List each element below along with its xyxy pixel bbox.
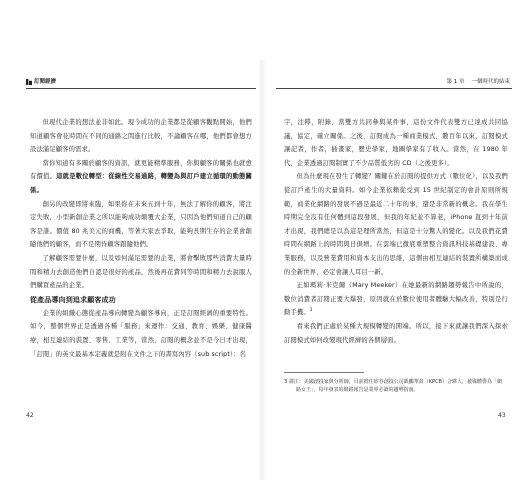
paragraph-text: 當你知道有多關於顧客的資訊，就更能精準服務，你與顧客的關係也就愈有價值。	[30, 159, 252, 181]
chapter-number: 第 1 章	[446, 79, 465, 85]
footnote-marker[interactable]: 3	[309, 307, 313, 313]
header-rule	[26, 88, 256, 89]
footnote-rule	[284, 372, 364, 373]
brand-logo-icon	[26, 79, 32, 85]
page-number: 42	[26, 412, 34, 419]
footnote-text: 3 譯注：美國創投家與分析師，目前擔任矽谷創投公司凱鵬華盈（KPCB）合夥人，被媒體譽為「網路女王」，每年發表的網路報告是業界必讀的趨勢指南。	[284, 379, 502, 393]
chapter-title: 一個時代的結束	[471, 79, 510, 85]
paragraph: 但為什麼現在發生了轉變？關鍵在於訂閱的提供方式（數位化），以及我們從訂戶產生的大量資料。如今企業依賴從受到 15 世紀制定的會計原則所規範，商業化網路的發展不過是最近二十年的事，還是非常新的概念。我在學生時期完全沒有任何體到這段發展，但我的年紀並不算老，iPhone 直到十年前才出現，我們總是以為這是理所當然，但這是十分驚人的變化。以及我們花費時間在網路上的時間與日俱增。在雲端已徹底重塑整合資訊科技基礎建設、專業服務，以及營業費用和資本支出的思維，這個由相互連結的裝置所構築而成的全新世界，必定會讓人耳目一新。	[284, 173, 508, 276]
paragraph: 創另的改變即將來臨，如果你在未來五到十年，無法了解你的顧客，將注定失敗，小型新創企業之所以能夠成功顛覆大企業，只因為他們知道自己的顧客是誰。價值 80 兆美元的商機，等著大家去爭取，能夠長期生存的企業會創隨他們的顧客，而不是期待顧客跟隨他們。	[30, 200, 252, 249]
footnote	[284, 378, 502, 394]
right-body	[284, 116, 508, 347]
left-body	[30, 116, 252, 361]
brand	[26, 76, 56, 88]
paragraph: 企業的組織心態從產品導向轉變為顧客導向，正是訂閱經濟的重要特性。如今，整個世界正是透過各種「服務」來運作：交通、教育、娛樂、健康醫療，相互連結的裝置、零售、工業等，當然，訂閱的概念並不是今日才出現，「訂閱」的英文最基本定義就是附在文件之下的書寫內容（sub script）：名	[30, 309, 252, 358]
paragraph: 了解顧客需要什麼，以及如何滿足需要的企業，將會擊敗那些消費大量時間和精力去創造他們自認是很好的產品，然後再花費同等時間和精力去說服人們購買產品的企業。	[30, 254, 252, 290]
page-number: 43	[498, 412, 506, 419]
paragraph: 字，注釋，附錄，當雙方共同參與某件事，這份文件代表雙方已達成共同協議，協定，確立關係。之後，訂閱成為一種商業模式，數百年以來，訂閱模式讓記者，作者，插畫家，歷史學家，地圖學家有了收入。當然，在 1980 年代，企業透過訂閱制實了不少品質低劣的 CD（之後更多）。	[284, 119, 508, 167]
running-header	[276, 76, 510, 88]
paragraph	[284, 279, 508, 320]
paragraph: 但現代企業的想法並非如此。現今成功的企業都是從顧客觀點開始，他們知道顧客會花時間在不同的通路之間進行比較，不論顧客在哪，他們都會想方設法滿足顧客的需求。	[30, 119, 252, 154]
right-page	[262, 0, 520, 500]
paragraph-text: 正如瑪莉·米克爾（Mary Meeker）在她最新的網路趨勢報告中所說的，數位消費者訂閱正要大爆發，原因就在於數位使用者體驗大幅改善，特別是行動手機。	[284, 282, 508, 317]
section-heading: 從產品導向到追求顧客成功	[30, 295, 116, 304]
paragraph	[30, 157, 252, 198]
paragraph: 看來我們正處於某種大規模轉變的開端。所以，接下來就讓我們深入探索訂閱模式如何改變現代經濟的各個層面。	[284, 322, 508, 344]
running-header	[26, 76, 254, 88]
header-rule	[276, 88, 512, 89]
bold-emphasis: 這就是數位轉型：從線性交易通路，轉變為與訂戶建立循環的動態關係。	[30, 173, 253, 194]
brand-title: 訂閱經濟	[34, 79, 57, 85]
